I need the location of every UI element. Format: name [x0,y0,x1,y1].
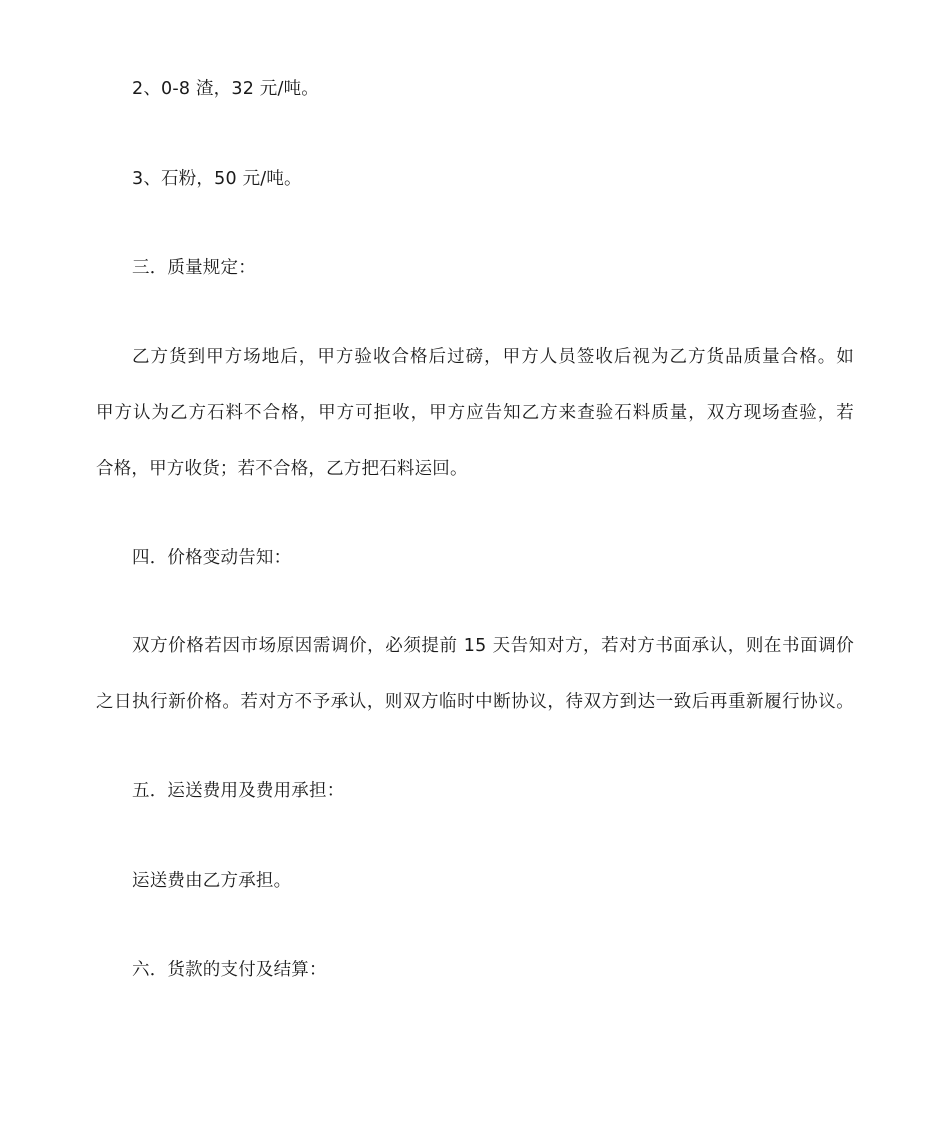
section-3-paragraph-line-2: 甲方认为乙方石料不合格，甲方可拒收，甲方应告知乙方来查验石料质量，双方现场查验，若 [96,403,854,423]
section-4-paragraph-line-2: 之日执行新价格。若对方不予承认，则双方临时中断协议，待双方到达一致后再重新履行协议。 [96,692,854,712]
section-5-text: 运送费由乙方承担。 [132,871,292,891]
section-5-heading: 五．运送费用及费用承担： [132,781,345,801]
section-4-paragraph-line-1: 双方价格若因市场原因需调价，必须提前 15 天告知对方，若对方书面承认，则在书面调价 [132,636,854,656]
price-item-3: 3、石粉，50 元/吨。 [132,169,302,189]
section-6-heading: 六．货款的支付及结算： [132,960,327,980]
section-3-paragraph-line-1: 乙方货到甲方场地后，甲方验收合格后过磅，甲方人员签收后视为乙方货品质量合格。如 [132,347,854,367]
price-item-2: 2、0-8 渣，32 元/吨。 [132,79,320,99]
section-3-heading: 三．质量规定： [132,258,256,278]
section-4-heading: 四．价格变动告知： [132,548,292,568]
section-3-paragraph-line-3: 合格，甲方收货；若不合格，乙方把石料运回。 [96,459,468,479]
